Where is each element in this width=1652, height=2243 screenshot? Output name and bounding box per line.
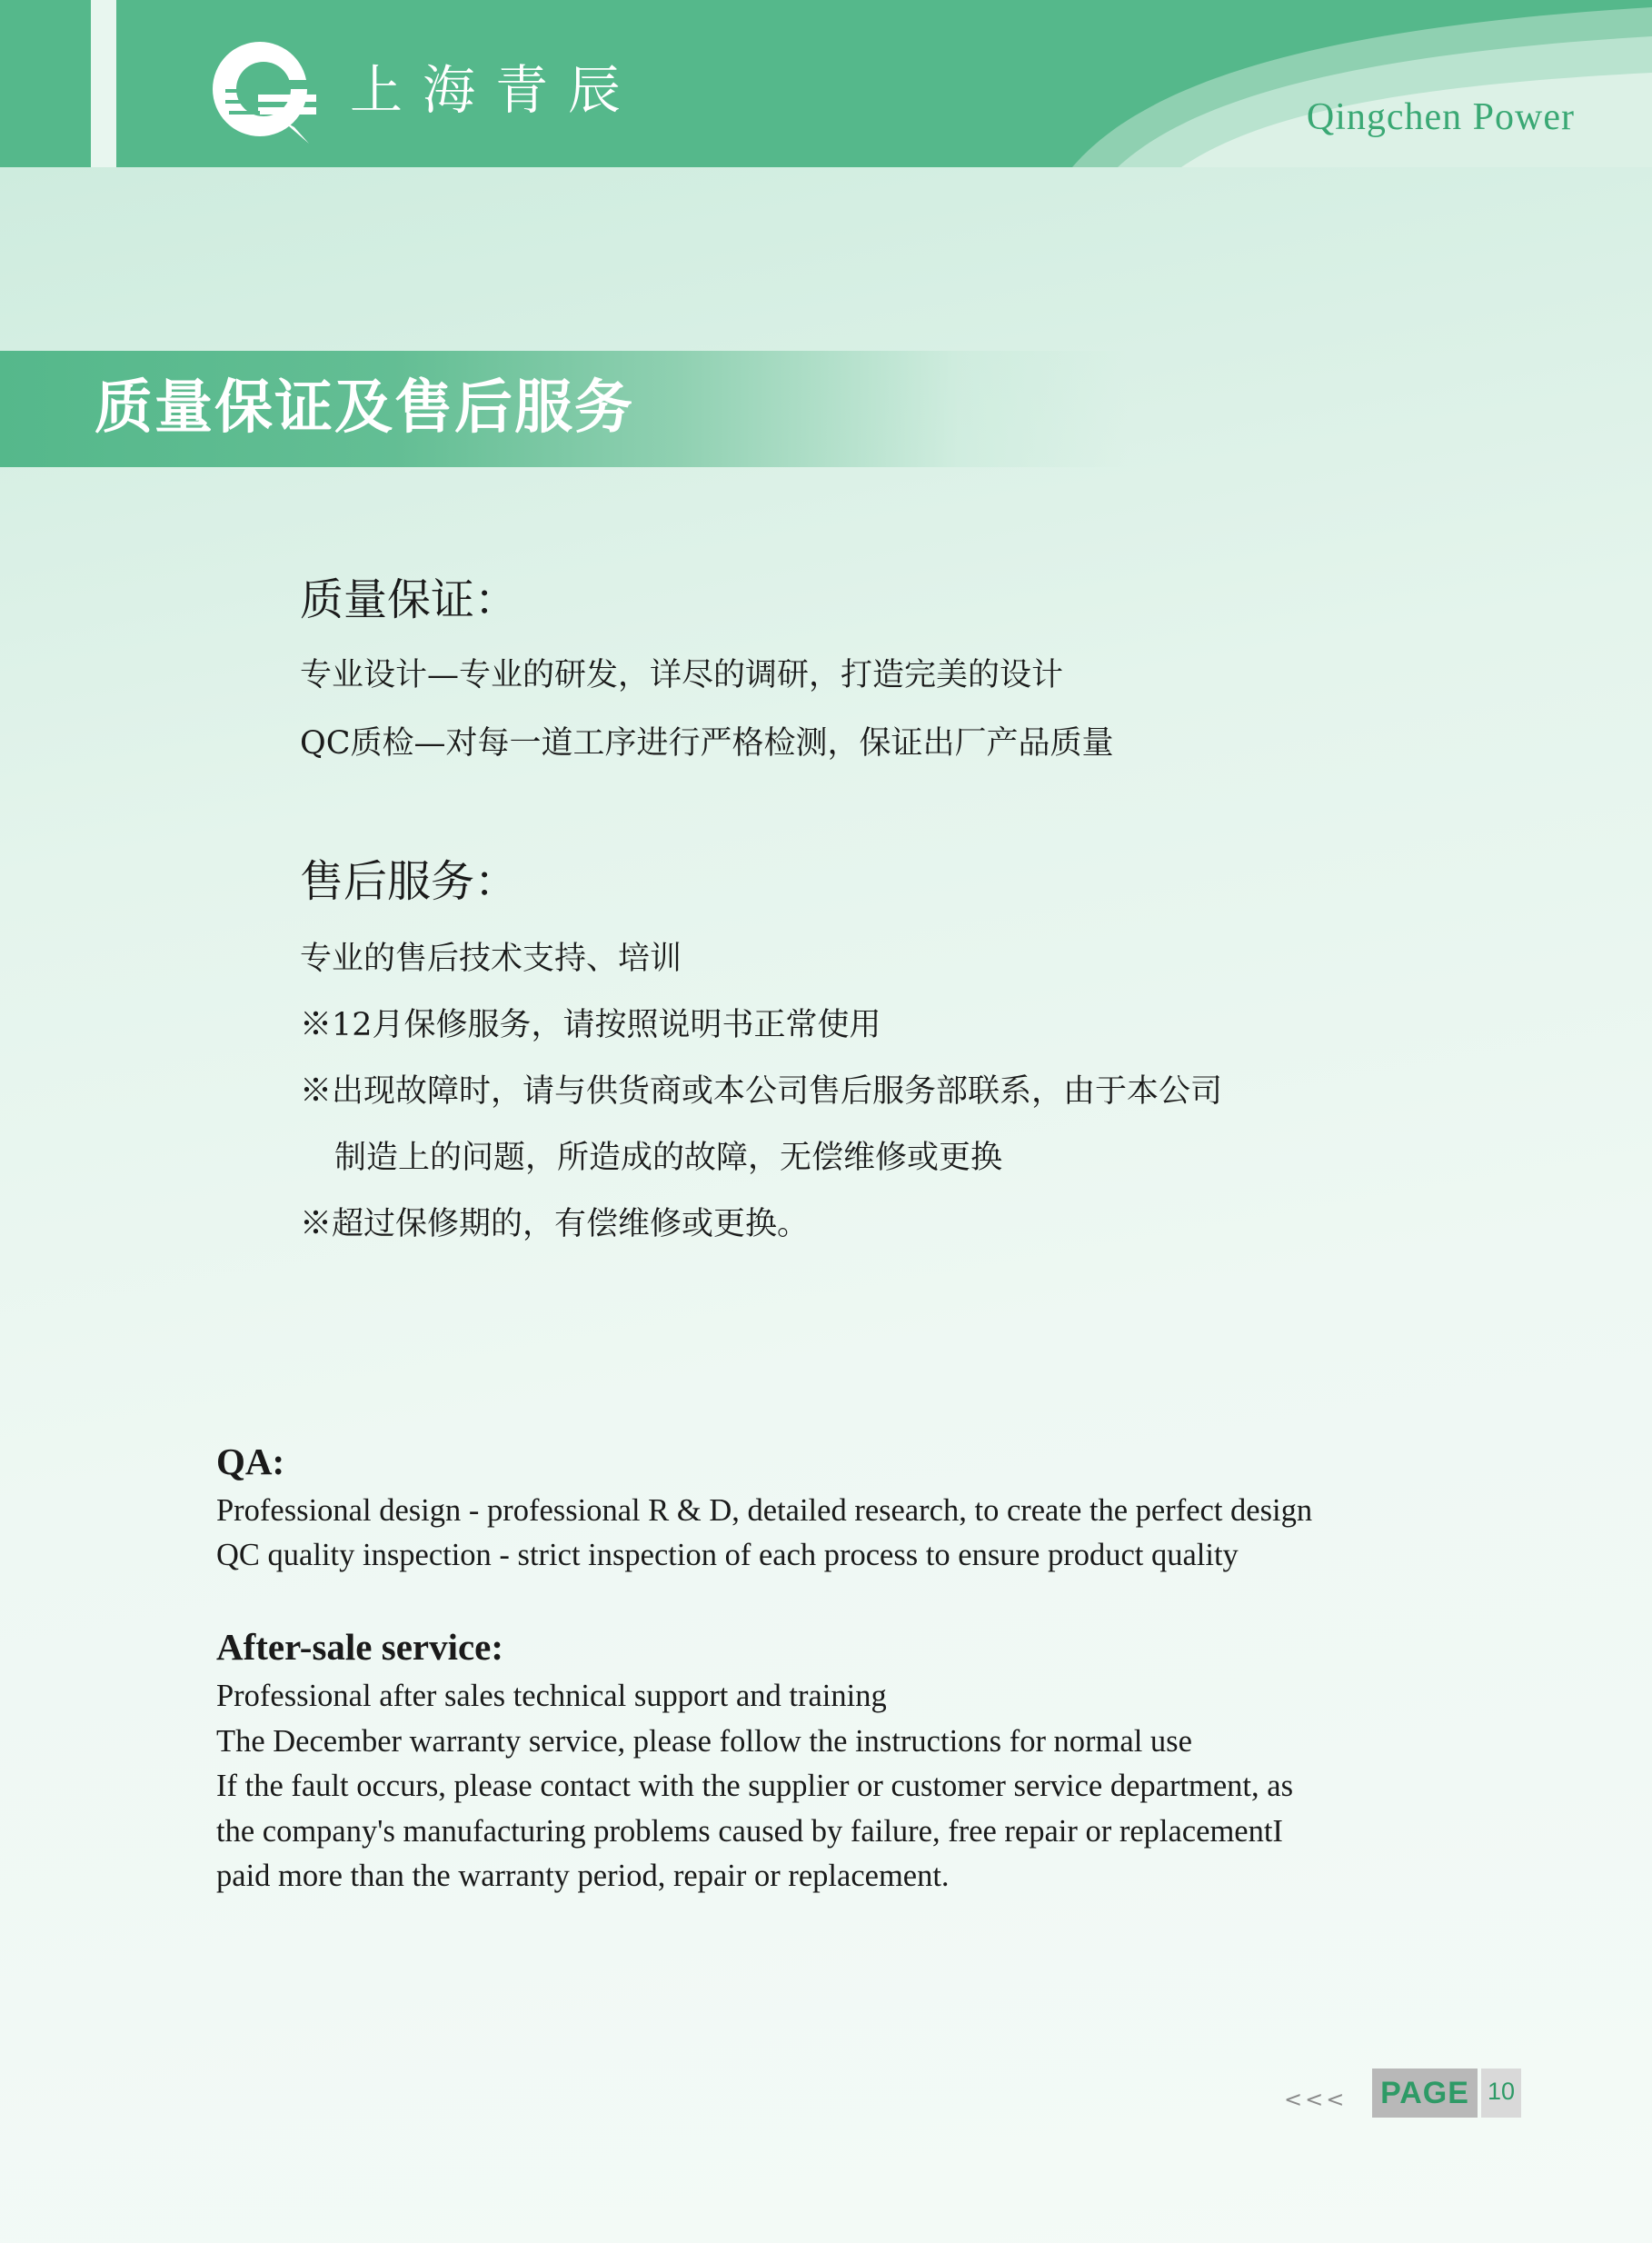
en-service-line: If the fault occurs, please contact with the supplier or customer service department, as	[216, 1769, 1294, 1803]
en-service-line: the company's manufacturing problems caused by failure, free repair or replacementI	[216, 1814, 1283, 1849]
company-logo-icon	[207, 36, 318, 147]
brand-name-chinese: 上海青辰	[350, 59, 642, 121]
en-qa-line: Professional design - professional R & D, detailed research, to create the perfect design	[216, 1493, 1313, 1528]
en-service-heading: After-sale service:	[216, 1626, 504, 1668]
cn-service-line: 制造上的问题，所造成的故障，无偿维修或更换	[334, 1140, 1003, 1176]
en-service-line: Professional after sales technical support and training	[216, 1679, 887, 1713]
cn-qa-line: QC质检—对每一道工序进行严格检测，保证出厂产品质量	[300, 725, 1114, 762]
cn-service-heading: 售后服务：	[300, 856, 519, 907]
cn-qa-heading: 质量保证：	[300, 574, 519, 625]
cn-service-line: ※12月保修服务，请按照说明书正常使用	[300, 1007, 881, 1043]
page-number: 10	[1481, 2069, 1521, 2118]
cn-qa-line: 专业设计—专业的研发，详尽的调研，打造完美的设计	[300, 657, 1064, 693]
cn-service-line: ※超过保修期的，有偿维修或更换。	[300, 1206, 810, 1242]
en-service-line: The December warranty service, please follow the instructions for normal use	[216, 1724, 1192, 1759]
page-label: PAGE	[1372, 2069, 1478, 2118]
en-qa-line: QC quality inspection - strict inspection of each process to ensure product quality	[216, 1538, 1239, 1572]
header-banner	[0, 0, 1652, 167]
cn-service-line: ※出现故障时，请与供货商或本公司售后服务部联系，由于本公司	[300, 1073, 1223, 1110]
en-service-line: paid more than the warranty period, repair or replacement.	[216, 1859, 950, 1893]
title-band	[0, 351, 1127, 467]
brand-name-english: Qingchen Power	[1306, 96, 1575, 138]
page-title: 质量保证及售后服务	[95, 374, 634, 442]
previous-page-arrows[interactable]: <<<	[1284, 2087, 1348, 2112]
cn-service-line: 专业的售后技术支持、培训	[300, 941, 682, 977]
en-qa-heading: QA:	[216, 1441, 285, 1482]
